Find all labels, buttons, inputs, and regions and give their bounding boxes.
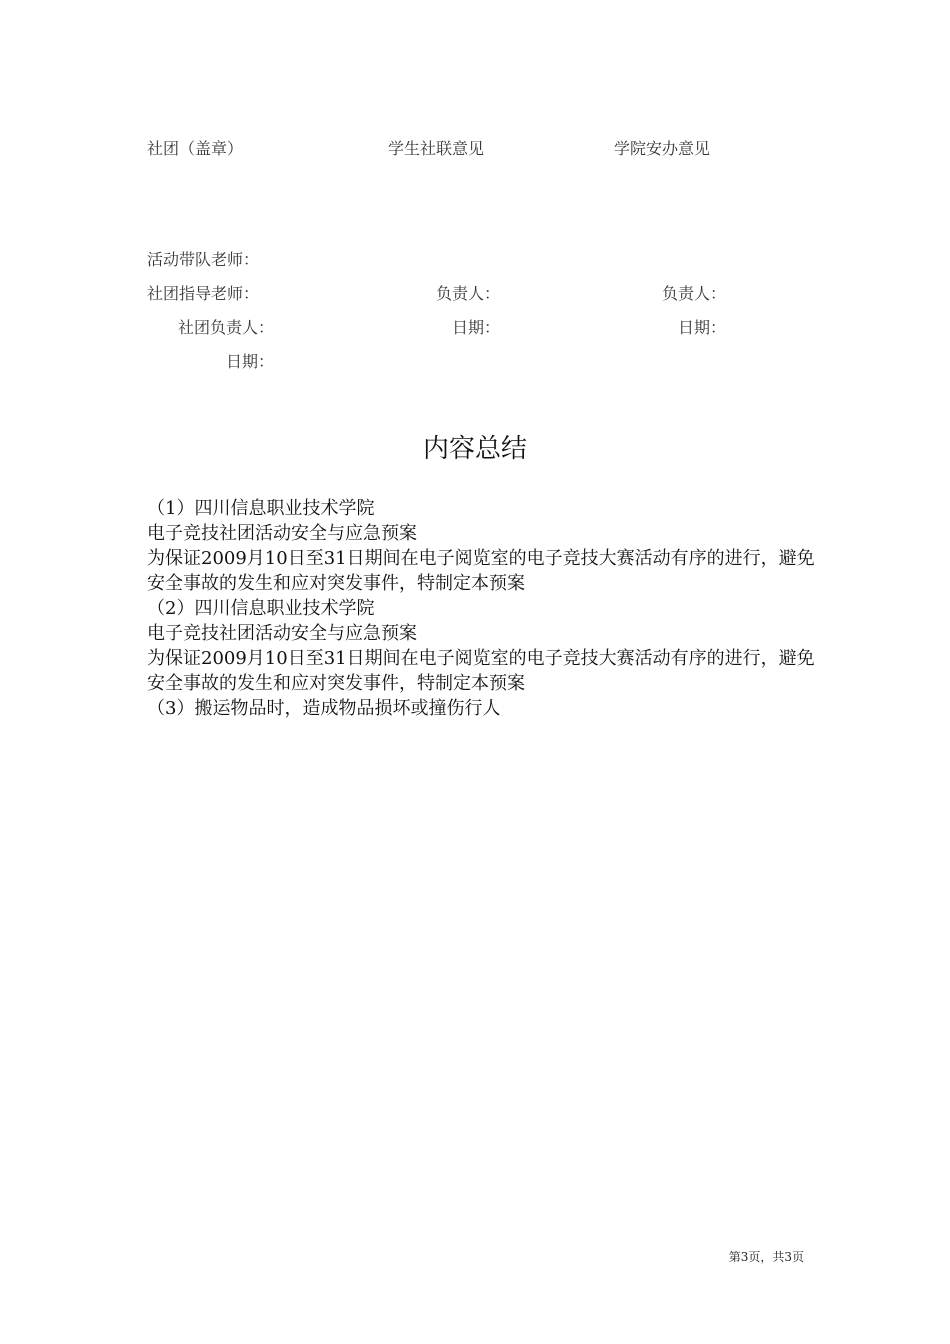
- summary-line: 为保证2009月10日至31日期间在电子阅览室的电子竞技大赛活动有序的进行，避免安全事故的发生和应对突发事件，特制定本预案: [147, 548, 815, 594]
- summary-line: 电子竞技社团活动安全与应急预案: [147, 623, 417, 644]
- safety-office-opinion-header: 学院安办意见: [614, 139, 711, 158]
- club-date-label: 日期：: [225, 352, 274, 371]
- summary-line: 为保证2009月10日至31日期间在电子阅览室的电子竞技大赛活动有序的进行，避免安全事故的发生和应对突发事件，特制定本预案: [147, 648, 815, 694]
- summary-line: （3）搬运物品时，造成物品损坏或撞伤行人: [147, 698, 501, 719]
- club-advisor-label: 社团指导老师：: [147, 284, 260, 303]
- summary-line: 电子竞技社团活动安全与应急预案: [147, 523, 417, 544]
- student-union-opinion-header: 学生社联意见: [388, 139, 485, 158]
- office-person-in-charge-label: 负责人：: [661, 284, 726, 303]
- club-seal-header: 社团（盖章）: [147, 139, 244, 158]
- summary-title: 内容总结: [422, 434, 527, 464]
- summary-line: （2）四川信息职业技术学院: [147, 598, 375, 619]
- activity-teacher-label: 活动带队老师：: [147, 250, 260, 269]
- summary-body: [147, 496, 817, 721]
- office-date-label: 日期：: [677, 318, 726, 337]
- club-leader-label: 社团负责人：: [177, 318, 274, 337]
- summary-line: （1）四川信息职业技术学院: [147, 498, 375, 519]
- union-date-label: 日期：: [451, 318, 500, 337]
- page-number: 第3页，共3页: [728, 1250, 804, 1264]
- union-person-in-charge-label: 负责人：: [435, 284, 500, 303]
